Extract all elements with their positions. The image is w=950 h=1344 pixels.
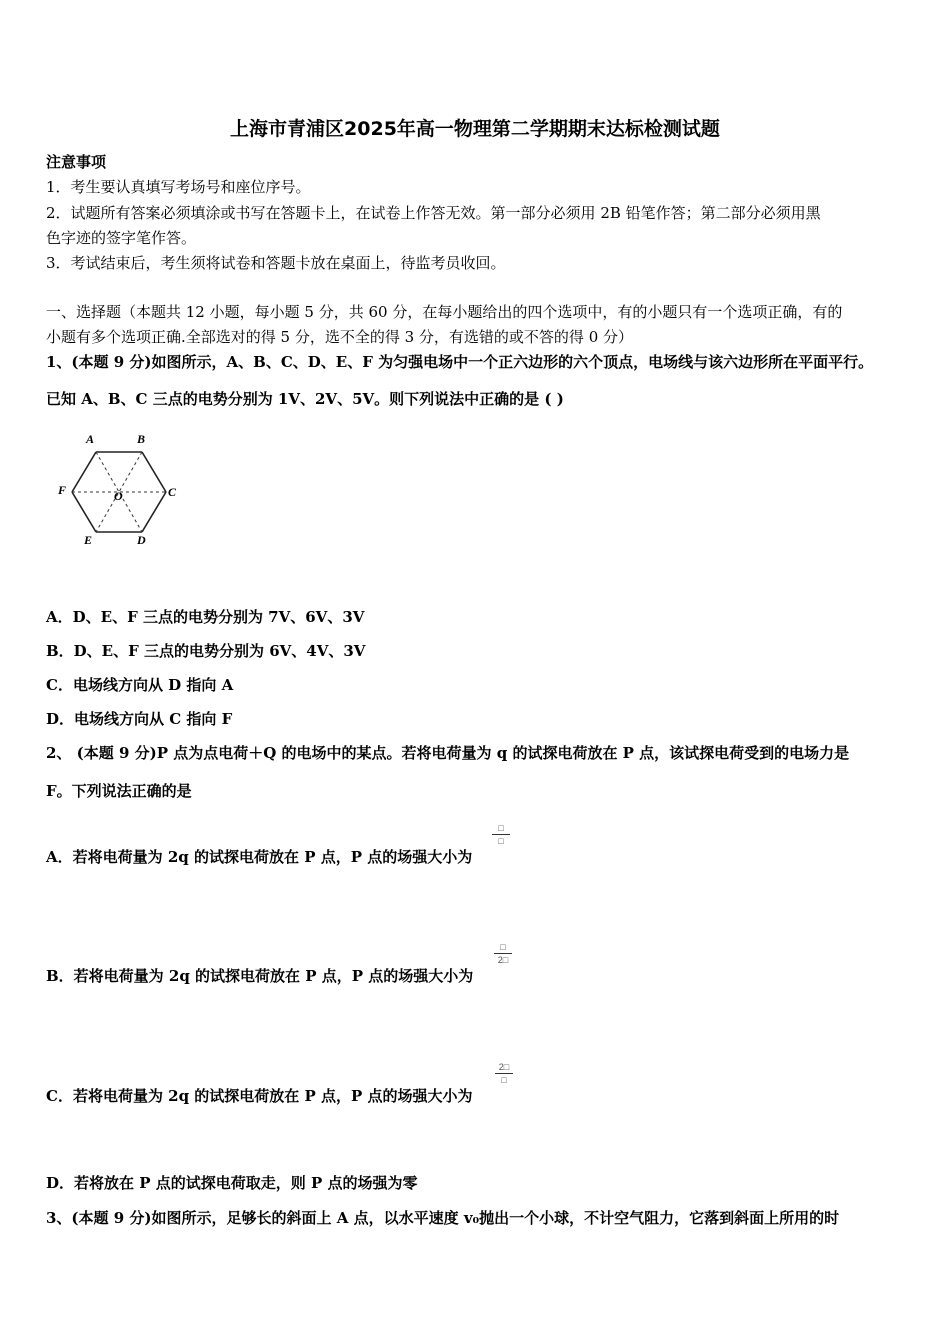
option: B．若将电荷量为 2q 的试探电荷放在 P 点，P 点的场强大小为 bbox=[46, 967, 474, 985]
vertex-label-d: D bbox=[137, 533, 146, 547]
fraction: 2□ □ bbox=[495, 1062, 513, 1085]
question-2-stem-cont: F。下列说法正确的是 bbox=[46, 782, 192, 800]
vertex-label-c: C bbox=[168, 485, 177, 499]
fraction: □ 2□ bbox=[494, 942, 512, 965]
option: A．若将电荷量为 2q 的试探电荷放在 P 点，P 点的场强大小为 bbox=[46, 848, 473, 866]
question-2-stem: 2、 (本题 9 分)P 点为点电荷＋Q 的电场中的某点。若将电荷量为 q 的试探电荷放在 P 点，该试探电荷受到的电场力是 bbox=[46, 744, 850, 762]
fraction: □ □ bbox=[492, 823, 510, 846]
option: B．D、E、F 三点的电势分别为 6V、4V、3V bbox=[46, 642, 366, 660]
center-label-o: O bbox=[114, 489, 123, 503]
vertex-label-a: A bbox=[86, 432, 95, 446]
notice-item: 3．考试结束后，考生须将试卷和答题卡放在桌面上，待监考员收回。 bbox=[46, 254, 506, 272]
question-1-stem: 1、(本题 9 分)如图所示，A、B、C、D、E、F 为匀强电场中一个正六边形的六个顶点，电场线与该六边形所在平面平行。 bbox=[46, 353, 874, 371]
vertex-label-f: F bbox=[58, 483, 67, 497]
hexagon-figure bbox=[54, 428, 184, 548]
vertex-label-e: E bbox=[84, 533, 93, 547]
option: D．电场线方向从 C 指向 F bbox=[46, 710, 233, 728]
section-heading: 一、选择题（本题共 12 小题，每小题 5 分，共 60 分，在每小题给出的四个选项中，有的小题只有一个选项正确，有的 bbox=[46, 303, 843, 321]
option: A．D、E、F 三点的电势分别为 7V、6V、3V bbox=[46, 608, 365, 626]
page-title: 上海市青浦区2025年高一物理第二学期期末达标检测试题 bbox=[230, 118, 720, 140]
notice-item: 1．考生要认真填写考场号和座位序号。 bbox=[46, 178, 311, 196]
section-heading-cont: 小题有多个选项正确.全部选对的得 5 分，选不全的得 3 分，有选错的或不答的得 0 分） bbox=[46, 328, 634, 346]
option: C．若将电荷量为 2q 的试探电荷放在 P 点，P 点的场强大小为 bbox=[46, 1087, 473, 1105]
vertex-label-b: B bbox=[137, 432, 146, 446]
question-1-stem-cont: 已知 A、B、C 三点的电势分别为 1V、2V、5V。则下列说法中正确的是 ( ) bbox=[46, 390, 564, 408]
notice-item: 2．试题所有答案必须填涂或书写在答题卡上，在试卷上作答无效。第一部分必须用 2B 铅笔作答；第二部分必须用黑 bbox=[46, 204, 821, 222]
question-3-stem: 3、(本题 9 分)如图所示，足够长的斜面上 A 点，以水平速度 v₀抛出一个小球，不计空气阻力，它落到斜面上所用的时 bbox=[46, 1209, 840, 1227]
option: C．电场线方向从 D 指向 A bbox=[46, 676, 234, 694]
notice-item: 色字迹的签字笔作答。 bbox=[46, 229, 197, 247]
notice-heading: 注意事项 bbox=[46, 153, 107, 171]
option: D．若将放在 P 点的试探电荷取走，则 P 点的场强为零 bbox=[46, 1174, 418, 1192]
